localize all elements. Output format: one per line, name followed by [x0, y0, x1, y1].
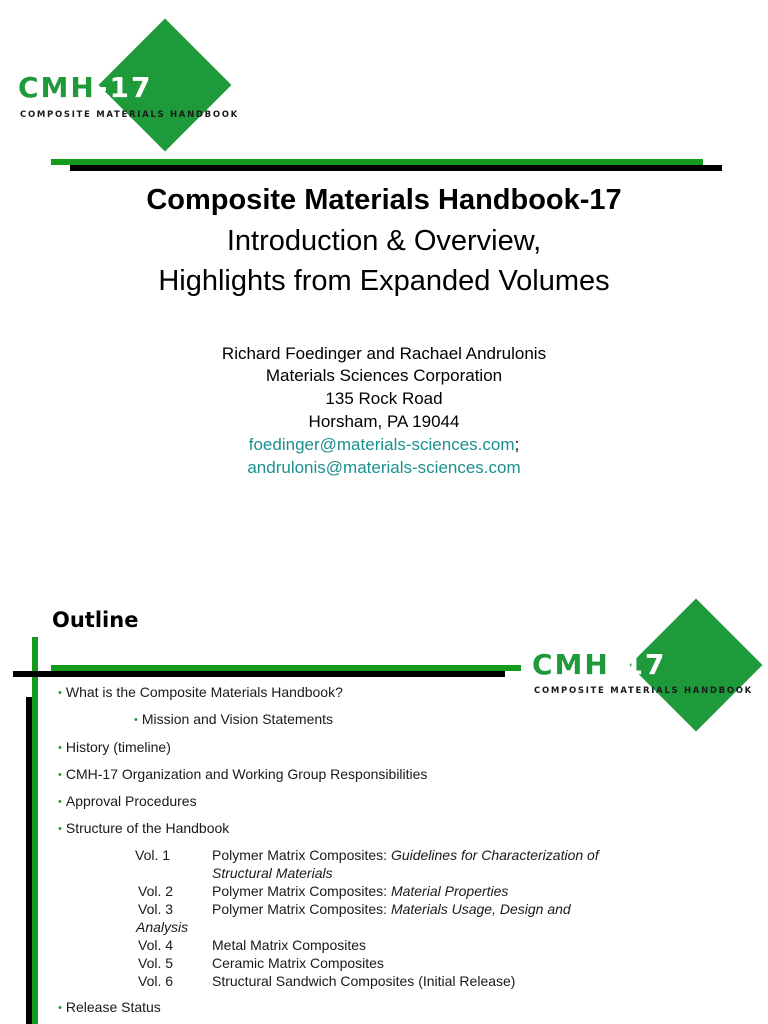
outline-item-label: Approval Procedures [65, 793, 197, 809]
outline-item [58, 684, 343, 700]
logo-wordmark-cmh: CMH [18, 71, 96, 104]
volume-number: Vol. 5 [138, 955, 174, 971]
logo-wordmark-17: -17 [609, 648, 667, 681]
slide-subtitle-line2: Highlights from Expanded Volumes [158, 265, 610, 297]
logo-wordmark [18, 71, 153, 104]
organization: Materials Sciences Corporation [265, 366, 503, 385]
black-rule [13, 671, 505, 677]
cmh17-logo [18, 18, 258, 158]
logo-tagline: COMPOSITE MATERIALS HANDBOOK [20, 110, 239, 120]
logo-wordmark [532, 648, 667, 681]
bullet-icon: • [58, 796, 62, 808]
bullet-icon: • [58, 823, 62, 835]
logo-tagline: COMPOSITE MATERIALS HANDBOOK [534, 686, 753, 696]
outline-item [58, 820, 229, 836]
outline-title: Outline [52, 608, 139, 632]
outline-item-label: Mission and Vision Statements [141, 711, 334, 727]
volume-category: Polymer Matrix Composites: [212, 883, 391, 899]
volume-number: Vol. 6 [138, 973, 174, 989]
volume-row-continuation [136, 919, 188, 935]
volume-description [212, 847, 599, 863]
slide-title: Composite Materials Handbook-17 [146, 184, 622, 216]
authors: Richard Foedinger and Rachael Andrulonis [221, 344, 547, 363]
volume-subtitle-cont: Structural Materials [212, 865, 333, 881]
black-vertical-rule [26, 697, 32, 1024]
volume-number: Vol. 1 [135, 847, 171, 863]
volume-subtitle: Material Properties [390, 883, 509, 899]
email-line2 [0, 458, 768, 478]
volume-category: Polymer Matrix Composites: [212, 901, 391, 917]
volume-subtitle: Materials Usage, Design and [390, 901, 571, 917]
outline-item-label: CMH-17 Organization and Working Group Responsibilities [65, 766, 428, 782]
volume-description: Structural Sandwich Composites (Initial Release) [212, 973, 516, 989]
volume-category: Polymer Matrix Composites: [212, 847, 391, 863]
outline-item-label: Structure of the Handbook [65, 820, 230, 836]
volume-subtitle: Guidelines for Characterization of [390, 847, 599, 863]
green-vertical-rule [32, 637, 38, 1024]
volume-row-continuation [212, 865, 333, 881]
slide-subtitle-line1: Introduction & Overview, [226, 225, 542, 257]
outline-item-label: History (timeline) [65, 739, 171, 755]
bullet-icon: • [134, 714, 138, 726]
email-link-foedinger[interactable]: foedinger@materials-sciences.com [248, 435, 515, 454]
bullet-icon: • [58, 1002, 62, 1014]
volume-description: Ceramic Matrix Composites [212, 955, 384, 971]
outline-subitem [134, 711, 333, 727]
email-line1 [0, 435, 768, 455]
address-line2: Horsham, PA 19044 [308, 412, 460, 431]
logo-wordmark-cmh: CMH [532, 648, 610, 681]
bullet-icon: • [58, 742, 62, 754]
black-rule [70, 165, 722, 171]
volume-number: Vol. 4 [138, 937, 174, 953]
outline-item-label: Release Status [65, 999, 161, 1015]
outline-item [58, 766, 427, 782]
email-separator: ; [514, 435, 520, 454]
cmh17-logo [532, 596, 768, 736]
volume-description: Metal Matrix Composites [212, 937, 367, 953]
bullet-icon: • [58, 769, 62, 781]
address-line1: 135 Rock Road [325, 389, 443, 408]
volume-description [212, 883, 508, 899]
volume-description [212, 901, 571, 917]
outline-item [58, 999, 161, 1015]
volume-number: Vol. 3 [138, 901, 174, 917]
volume-subtitle-cont: Analysis [136, 919, 189, 935]
outline-item-label: What is the Composite Materials Handbook? [65, 684, 343, 700]
outline-item [58, 739, 171, 755]
logo-wordmark-17: -17 [95, 71, 153, 104]
outline-item [58, 793, 197, 809]
bullet-icon: • [58, 687, 62, 699]
email-link-andrulonis[interactable]: andrulonis@materials-sciences.com [247, 458, 521, 477]
volume-number: Vol. 2 [138, 883, 174, 899]
